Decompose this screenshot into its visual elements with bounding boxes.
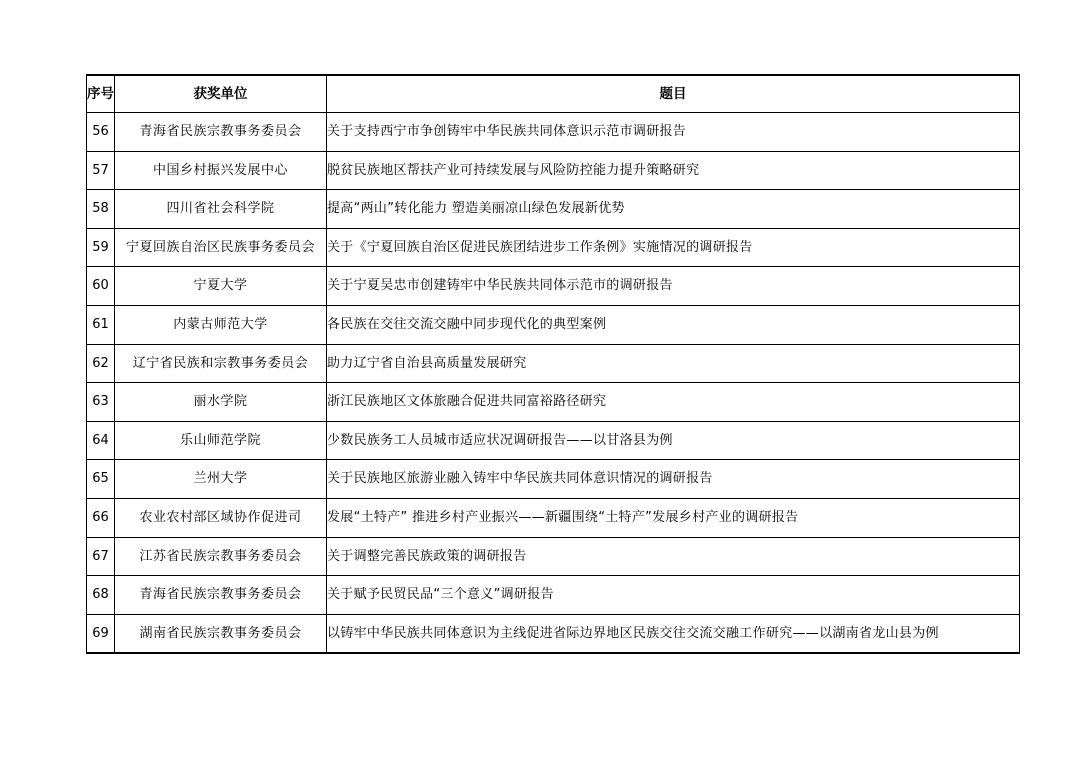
report-title: 脱贫民族地区帮扶产业可持续发展与风险防控能力提升策略研究 <box>327 151 1020 190</box>
table-row <box>87 383 1020 422</box>
table-row <box>87 498 1020 537</box>
award-unit: 湖南省民族宗教事务委员会 <box>115 614 327 653</box>
table-row <box>87 151 1020 190</box>
table-row <box>87 537 1020 576</box>
row-number: 61 <box>87 305 115 344</box>
award-unit: 宁夏回族自治区民族事务委员会 <box>115 228 327 267</box>
table-row <box>87 614 1020 653</box>
award-unit: 乐山师范学院 <box>115 421 327 460</box>
award-unit: 青海省民族宗教事务委员会 <box>115 113 327 152</box>
award-unit: 丽水学院 <box>115 383 327 422</box>
row-number: 59 <box>87 228 115 267</box>
row-number: 58 <box>87 190 115 229</box>
row-number: 67 <box>87 537 115 576</box>
award-unit: 中国乡村振兴发展中心 <box>115 151 327 190</box>
report-title: 发展“土特产” 推进乡村产业振兴——新疆围绕“土特产”发展乡村产业的调研报告 <box>327 498 1020 537</box>
row-number: 60 <box>87 267 115 306</box>
award-unit: 辽宁省民族和宗教事务委员会 <box>115 344 327 383</box>
row-number: 68 <box>87 576 115 615</box>
table-body <box>87 113 1020 654</box>
table-row <box>87 344 1020 383</box>
award-unit: 江苏省民族宗教事务委员会 <box>115 537 327 576</box>
header-title: 题目 <box>327 75 1020 113</box>
row-number: 66 <box>87 498 115 537</box>
table-row <box>87 421 1020 460</box>
table-row <box>87 113 1020 152</box>
report-title: 关于支持西宁市争创铸牢中华民族共同体意识示范市调研报告 <box>327 113 1020 152</box>
row-number: 64 <box>87 421 115 460</box>
row-number: 65 <box>87 460 115 499</box>
table-row <box>87 190 1020 229</box>
award-unit: 四川省社会科学院 <box>115 190 327 229</box>
report-title: 各民族在交往交流交融中同步现代化的典型案例 <box>327 305 1020 344</box>
row-number: 69 <box>87 614 115 653</box>
award-unit: 兰州大学 <box>115 460 327 499</box>
report-title: 浙江民族地区文体旅融合促进共同富裕路径研究 <box>327 383 1020 422</box>
row-number: 56 <box>87 113 115 152</box>
table-row <box>87 576 1020 615</box>
report-title: 以铸牢中华民族共同体意识为主线促进省际边界地区民族交往交流交融工作研究——以湖南省龙山县为例 <box>327 614 1020 653</box>
header-unit: 获奖单位 <box>115 75 327 113</box>
award-unit: 青海省民族宗教事务委员会 <box>115 576 327 615</box>
report-title: 提高“两山”转化能力 塑造美丽凉山绿色发展新优势 <box>327 190 1020 229</box>
report-title: 关于赋予民贸民品“三个意义”调研报告 <box>327 576 1020 615</box>
report-title: 少数民族务工人员城市适应状况调研报告——以甘洛县为例 <box>327 421 1020 460</box>
award-unit: 农业农村部区域协作促进司 <box>115 498 327 537</box>
table-row <box>87 228 1020 267</box>
row-number: 63 <box>87 383 115 422</box>
report-title: 助力辽宁省自治县高质量发展研究 <box>327 344 1020 383</box>
table-row <box>87 305 1020 344</box>
header-no: 序号 <box>87 75 115 113</box>
report-title: 关于调整完善民族政策的调研报告 <box>327 537 1020 576</box>
table-row <box>87 460 1020 499</box>
award-unit: 宁夏大学 <box>115 267 327 306</box>
award-table <box>86 74 1020 654</box>
report-title: 关于《宁夏回族自治区促进民族团结进步工作条例》实施情况的调研报告 <box>327 228 1020 267</box>
row-number: 57 <box>87 151 115 190</box>
table-header <box>87 75 1020 113</box>
table-row <box>87 267 1020 306</box>
report-title: 关于宁夏吴忠市创建铸牢中华民族共同体示范市的调研报告 <box>327 267 1020 306</box>
row-number: 62 <box>87 344 115 383</box>
report-title: 关于民族地区旅游业融入铸牢中华民族共同体意识情况的调研报告 <box>327 460 1020 499</box>
header-row <box>87 75 1020 113</box>
award-unit: 内蒙古师范大学 <box>115 305 327 344</box>
